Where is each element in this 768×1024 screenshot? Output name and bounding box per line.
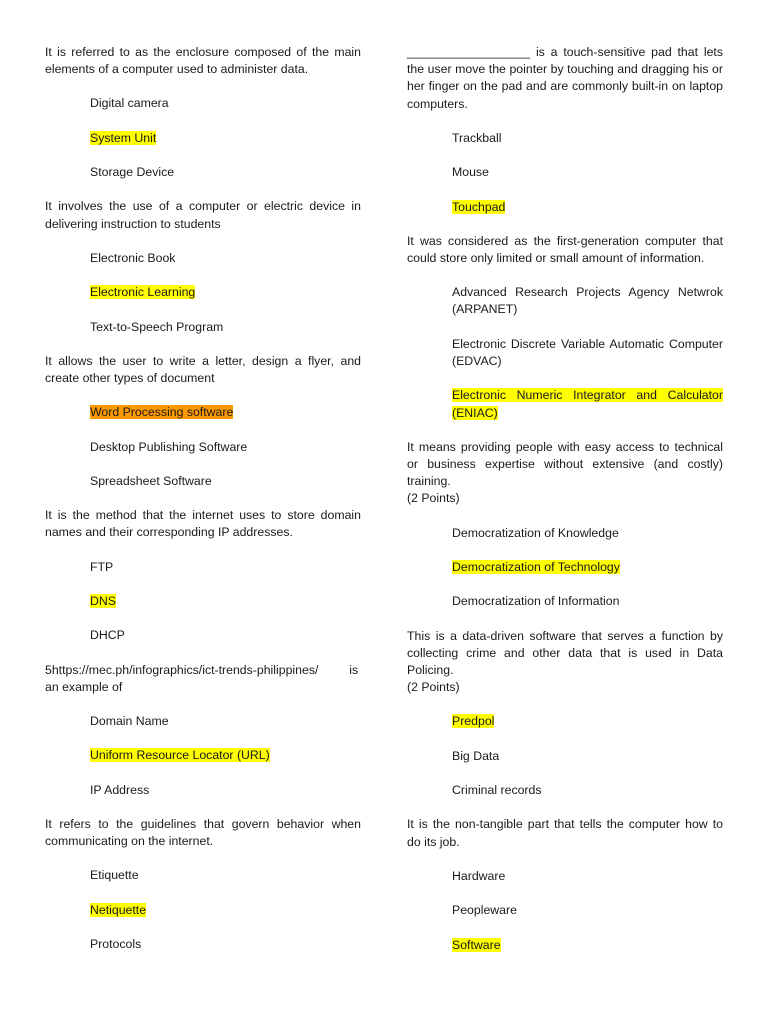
answer-option: Electronic Discrete Variable Automatic Computer (EDVAC) [452,336,723,368]
answer-option-correct: Touchpad [452,199,506,214]
answer-option-correct: System Unit [90,130,157,145]
answer-option: Peopleware [452,903,517,918]
right-column [407,44,723,971]
answer-option-correct: Software [452,937,501,952]
points-label: (2 Points) [407,491,460,506]
answer-option: IP Address [90,782,150,797]
question-text: It involves the use of a computer or electric device in delivering instruction to students [45,199,361,231]
question-text: It is the method that the internet uses to store domain names and their corresponding IP addresses. [45,508,361,540]
answer-option-correct: Predpol [452,714,495,729]
answer-option: Mouse [452,165,489,180]
answer-option: Text-to-Speech Program [90,319,224,334]
answer-option-correct: Electronic Learning [90,285,196,300]
answer-option: Criminal records [452,783,542,798]
question-text: It means providing people with easy access to technical or business expertise without extensive (and costly) training. (2 Points) [407,439,723,508]
question-text [45,662,361,696]
answer-option: DHCP [90,628,125,643]
answer-option: FTP [90,559,114,574]
question-text: It refers to the guidelines that govern behavior when communicating on the internet. [45,816,361,849]
question-text: It is referred to as the enclosure composed of the main elements of a computer used to administer data. [45,45,361,77]
answer-option: Democratization of Information [452,594,620,609]
answer-option: Democratization of Knowledge [452,525,619,540]
answer-option: Advanced Research Projects Agency Netwrok (ARPANET) [452,285,723,317]
answer-option-correct: Uniform Resource Locator (URL) [90,748,270,763]
question-text: It is the non-tangible part that tells the computer how to do its job. [407,817,723,849]
answer-option: Desktop Publishing Software [90,439,248,454]
points-label: (2 Points) [407,680,460,695]
answer-option: Domain Name [90,713,169,728]
answer-option-correct: DNS [90,593,116,608]
answer-option: Hardware [452,868,506,883]
answer-option: Spreadsheet Software [90,473,212,488]
answer-option: Storage Device [90,165,175,180]
answer-option-correct: Word Processing software [90,405,234,420]
question-url: 5https://mec.ph/infographics/ict-trends-philippines/ [45,662,319,677]
question-text: It was considered as the first-generation computer that could store only limited or small amount of information. [407,233,723,265]
left-column [45,44,361,970]
answer-option-correct: Democratization of Technology [452,560,620,574]
question-rest: is an example of [45,662,359,694]
question-text: This is a data-driven software that serves a function by collecting crime and other data that is used in Data Policing. (2 Points) [407,628,723,697]
question-text: __________________ is a touch-sensitive pad that lets the user move the pointer by touching and dragging his or her finger on the pad and are commonly built-in on laptop computers. [407,45,723,111]
answer-option-correct: Netiquette [90,902,147,917]
answer-blank: __________________ [407,45,531,59]
answer-option: Protocols [90,937,142,952]
answer-option: Trackball [452,130,502,145]
answer-option: Electronic Book [90,250,176,265]
answer-option: Digital camera [90,96,169,111]
answer-option-correct: Electronic Numeric Integrator and Calculator (ENIAC) [452,388,723,420]
question-text: It allows the user to write a letter, design a flyer, and create other types of document [45,353,361,385]
answer-option: Etiquette [90,868,139,883]
answer-option: Big Data [452,748,500,763]
